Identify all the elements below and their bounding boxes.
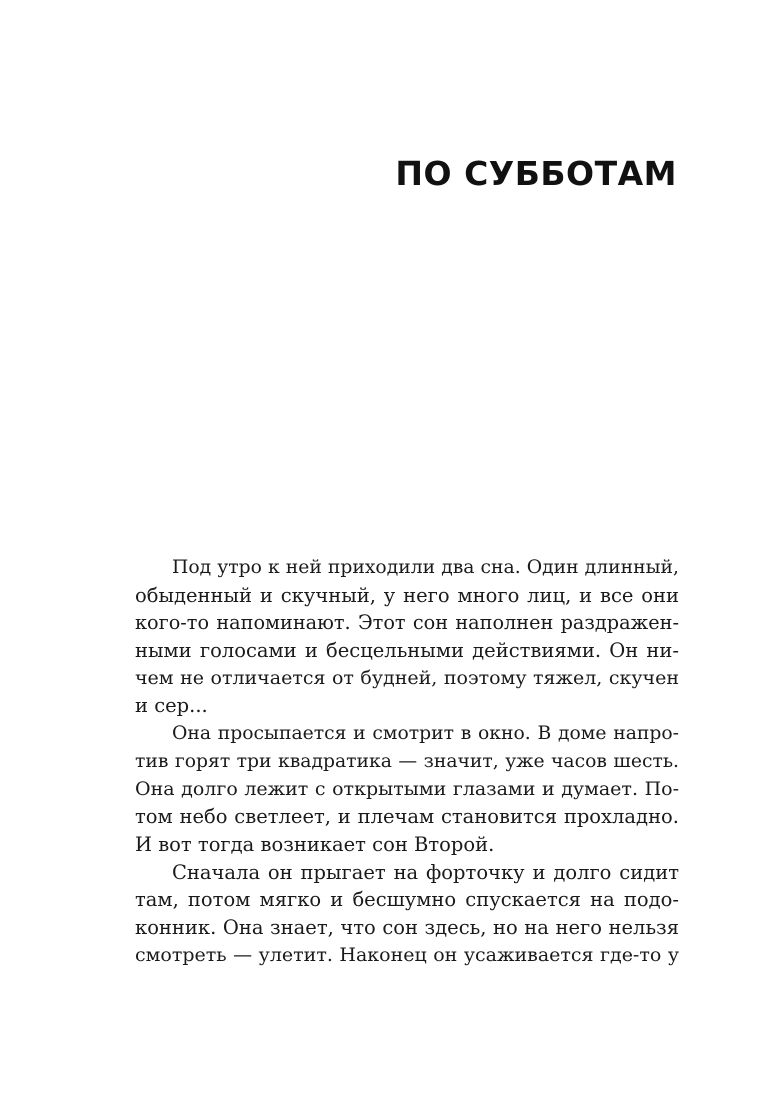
text-line: конник. Она знает, что сон здесь, но на него нельзя [135,915,679,939]
text-line: Она долго лежит с открытыми глазами и думает. По- [135,777,679,800]
text-line: И вот тогда возникает сон Второй. [135,832,495,856]
text-line: смотреть — улетит. Наконец он усаживается где-то у [135,943,679,966]
text-line: ными голосами и бесцельными действиями. Он ни- [135,639,679,663]
text-line: том небо светлеет, и плечам становится прохладно. [135,805,679,829]
text-line: и сер... [135,694,208,718]
body-text [135,554,679,969]
text-line: чем не отличается от будней, поэтому тяжел, скучен [135,666,679,689]
text-line: Сначала он прыгает на форточку и долго сидит [172,860,679,884]
text-line: Под утро к ней приходили два сна. Один длинный, [172,557,679,578]
text-line: Она просыпается и смотрит в окно. В доме напро- [172,723,679,745]
text-line: обыденный и скучный, у него много лиц, и все они [135,583,679,607]
text-line: кого-то напоминают. Этот сон наполнен раздражен- [135,611,679,635]
chapter-title: ПО СУББОТАМ [395,154,677,193]
text-line: тив горят три квадратика — значит, уже часов шесть. [135,750,679,772]
text-line: там, потом мягко и бесшумно спускается на подо- [135,888,679,912]
